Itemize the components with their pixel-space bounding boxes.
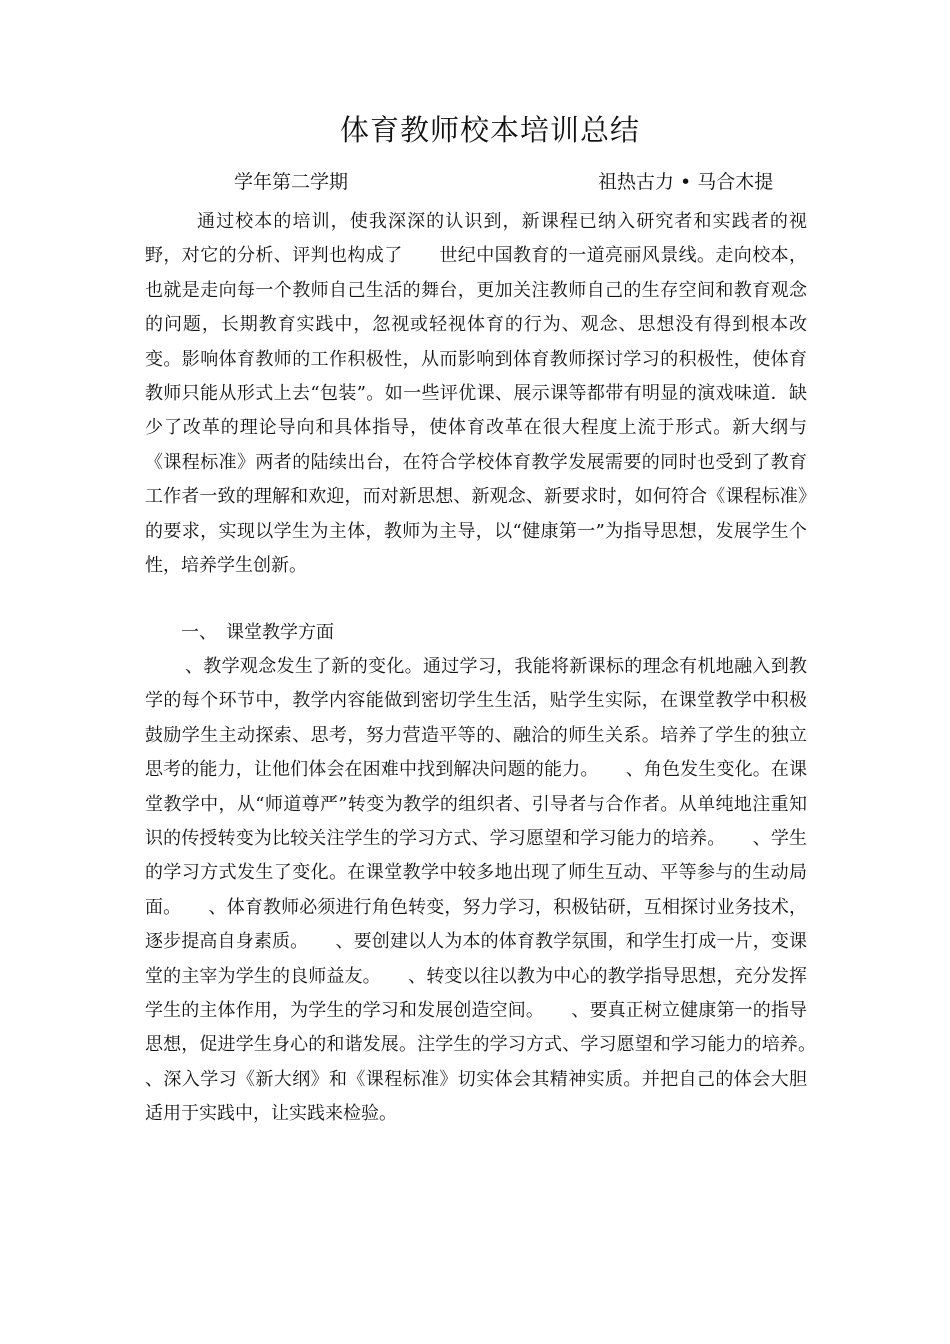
semester-label: 学年第二学期 [234, 171, 349, 193]
classroom-teaching-paragraph: 、教学观念发生了新的变化。通过学习，我能将新课标的理念有机地融入到教学的每个环节中，教学内容能做到密切学生生活，贴学生实际，在课堂教学中积极鼓励学生主动探索、思考，努力营造平等的、融洽的师生关系。培养了学生的独立思考的能力，让他们体会在困难中找到解决问题的能力。 、角色发生变化。在课堂教学中，从“师道尊严”转变为教学的组织者、引导者与合作者。从单纯地注重知识的传授转变为比较关注学生的学习方式、学习愿望和学习能力的培养。 、学生的学习方式发生了变化。在课堂教学中较多地出现了师生互动、平等参与的生动局面。 、体育教师必须进行角色转变，努力学习，积极钻研，互相探讨业务技术，逐步提高自身素质。 、要创建以人为本的体育教学氛围，和学生打成一片，变课堂的主宰为学生的良师益友。 、转变以往以教为中心的教学指导思想，充分发挥学生的主体作用，为学生的学习和发展创造空间。 、要真正树立健康第一的指导思想，促进学生身心的和谐发展。注学生的学习方式、学习愿望和学习能力的培养。 、深入学习《新大纲》和《课程标准》切实体会其精神实质。并把自己的体会大胆适用于实践中，让实践来检验。 [145, 656, 843, 1125]
document-title: 体育教师校本培训总结 [339, 113, 640, 147]
section-heading-classroom-teaching: 一、 课堂教学方面 [181, 622, 334, 643]
author-name: 祖热古力 • 马合木提 [598, 171, 774, 193]
intro-paragraph: 通过校本的培训，使我深深的认识到，新课程已纳入研究者和实践者的视野，对它的分析、评判也构成了 世纪中国教育的一道亮丽风景线。走向校本，也就是走向每一个教师自己生活的舞台，更加关注教师自己的生存空间和教育观念的问题，长期教育实践中，忽视或轻视体育的行为、观念、思想没有得到根本改变。影响体育教师的工作积极性，从而影响到体育教师探讨学习的积极性，使体育教师只能从形式上去“包装”。如一些评优课、展示课等都带有明显的演戏味道．缺少了改革的理论导向和具体指导，使体育改革在很大程度上流于形式。新大纲与《课程标准》两者的陆续出台，在符合学校体育教学发展需要的同时也受到了教育工作者一致的理解和欢迎，而对新思想、新观念、新要求时，如何符合《课程标准》的要求，实现以学生为主体，教师为主导，以“健康第一”为指导思想，发展学生个性，培养学生创新。 [145, 211, 807, 577]
